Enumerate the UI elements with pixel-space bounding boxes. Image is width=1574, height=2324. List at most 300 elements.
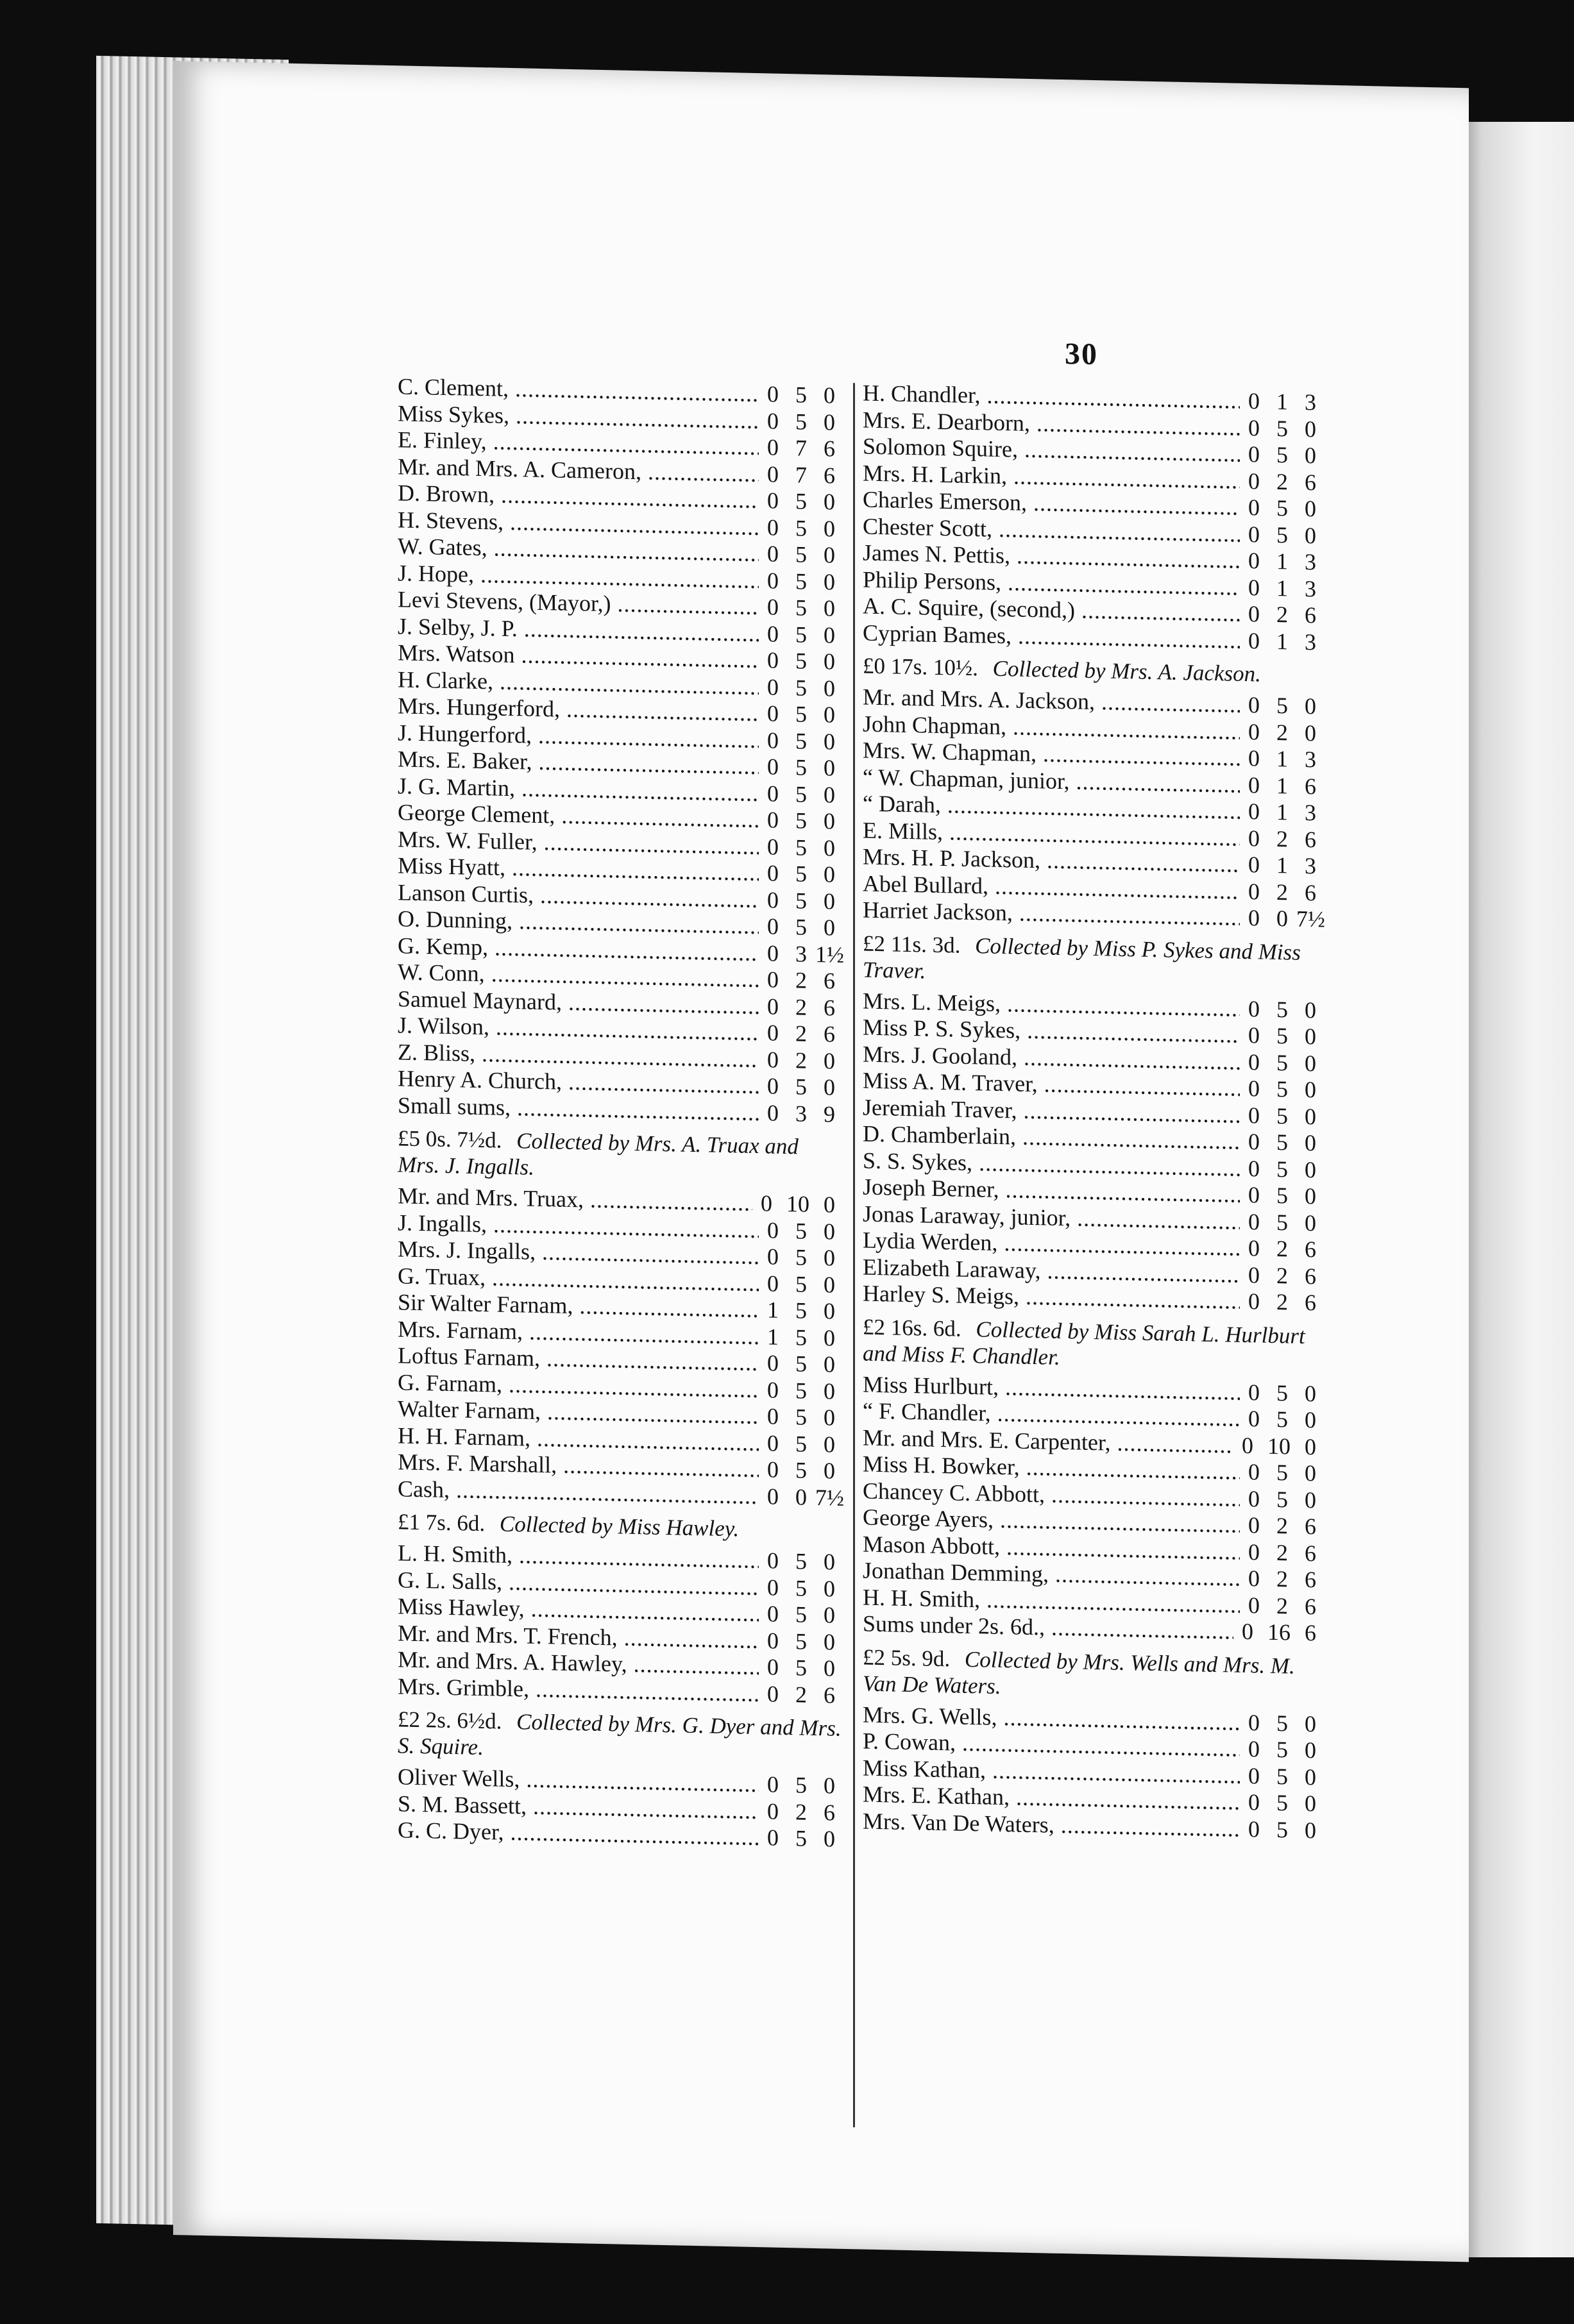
shillings-value: 5 [795, 1548, 807, 1574]
column-divider [853, 383, 855, 2127]
pence-value: 0 [824, 1772, 835, 1799]
pounds-value: 0 [1248, 745, 1260, 771]
subscriber-name: J. Wilson, ..... [398, 1012, 759, 1046]
pounds-value: 0 [767, 966, 779, 993]
pounds-value: 0 [767, 1020, 779, 1046]
pence-value: 0 [824, 728, 835, 755]
subscriber-name: Mr. and Mrs. A. Jackson, ..... [863, 684, 1240, 719]
subscriber-name: Mr. and Mrs. A. Hawley, ..... [398, 1646, 759, 1680]
pence-value: 0 [1305, 1023, 1316, 1050]
pence-value: 0 [824, 489, 835, 515]
pence-value: 0 [824, 1602, 835, 1628]
book-page [173, 61, 1469, 2262]
subscription-list [863, 988, 1324, 1317]
subscriber-name: J. Hope, ..... [398, 560, 759, 594]
shillings-value: 5 [795, 887, 807, 914]
pence-value: 6 [1305, 1236, 1316, 1263]
subscriber-name: “ Darah, ..... [863, 791, 1240, 825]
subscriber-name: H. H. Smith, ..... [863, 1584, 1240, 1619]
pence-value: 3 [1305, 389, 1316, 416]
shillings-value: 5 [795, 541, 807, 568]
shillings-value: 5 [795, 621, 807, 648]
subscriber-name: Miss A. M. Traver, ..... [863, 1068, 1240, 1102]
subscription-list [398, 373, 843, 1128]
pounds-value: 0 [767, 886, 779, 913]
pounds-value: 0 [767, 1429, 779, 1456]
pounds-value: 0 [1248, 467, 1260, 494]
shillings-value: 5 [795, 1825, 807, 1851]
subscriber-name: A. C. Squire, (second,) ..... [863, 593, 1240, 628]
pounds-value: 0 [1248, 1182, 1260, 1208]
shillings-value: 5 [795, 408, 807, 435]
subscriber-name: Mrs. Farnam, ..... [398, 1316, 759, 1350]
pence-value: 6 [824, 1021, 835, 1047]
pounds-value: 0 [1248, 414, 1260, 441]
shillings-value: 2 [1276, 1513, 1288, 1539]
shillings-value: 5 [795, 701, 807, 727]
subscriber-name: Miss Hurlburt, ..... [863, 1371, 1240, 1406]
pence-value: 0 [824, 808, 835, 834]
pounds-value: 0 [1248, 1709, 1260, 1735]
shillings-value: 5 [1276, 693, 1288, 719]
pence-value: 0 [824, 1377, 835, 1404]
pounds-value: 0 [767, 514, 779, 541]
pence-value: 1½ [815, 941, 844, 968]
subscriber-name: Cash, ..... [398, 1476, 759, 1510]
subscriber-name: G. Farnam, ..... [398, 1369, 759, 1403]
subscriber-name: W. Conn, ..... [398, 959, 759, 993]
subscriber-name: Mrs. W. Fuller, ..... [398, 826, 759, 860]
shillings-value: 5 [795, 1772, 807, 1798]
shillings-value: 5 [795, 727, 807, 754]
subscriber-name: Mrs. Grimble, ..... [398, 1673, 759, 1707]
subscriber-name: Miss Hyatt, ..... [398, 852, 759, 886]
shillings-value: 2 [1276, 825, 1288, 852]
subscriber-name: Oliver Wells, ..... [398, 1764, 759, 1798]
pounds-value: 0 [767, 700, 779, 727]
pounds-value: 0 [1248, 771, 1260, 798]
pounds-value: 0 [767, 1798, 779, 1824]
pounds-value: 0 [767, 1824, 779, 1851]
collection-total: £2 2s. 6½d. [398, 1706, 502, 1734]
collection-heading [398, 1125, 843, 1187]
subscriber-name: Miss Kathan, ..... [863, 1755, 1240, 1789]
pounds-value: 0 [1248, 1102, 1260, 1128]
pounds-value: 0 [767, 833, 779, 860]
pounds-value: 0 [767, 727, 779, 754]
pounds-value: 0 [1248, 1459, 1260, 1485]
subscriber-name: Mrs. E. Dearborn, ..... [863, 407, 1240, 441]
shillings-value: 5 [1276, 1460, 1288, 1486]
subscriber-name: J. G. Martin, ..... [398, 773, 759, 807]
pence-value: 6 [1305, 773, 1316, 799]
subscriber-name: George Ayers, ..... [863, 1504, 1240, 1539]
subscriber-name: J. Ingalls, ..... [398, 1209, 759, 1243]
pounds-value: 0 [767, 1376, 779, 1403]
shillings-value: 0 [1276, 905, 1288, 932]
shillings-value: 1 [1276, 772, 1288, 798]
pence-value: 0 [824, 702, 835, 728]
pence-value: 0 [1305, 1817, 1316, 1843]
shillings-value: 5 [795, 1628, 807, 1655]
pounds-value: 0 [1248, 1261, 1260, 1288]
pounds-value: 0 [1248, 1789, 1260, 1815]
subscriber-name: Miss Hawley, ..... [398, 1593, 759, 1627]
shillings-value: 5 [795, 1601, 807, 1628]
shillings-value: 5 [795, 1430, 807, 1457]
subscriber-name: P. Cowan, ..... [863, 1728, 1240, 1763]
shillings-value: 2 [1276, 1592, 1288, 1619]
subscriber-name: D. Brown, ..... [398, 480, 759, 514]
shillings-value: 10 [786, 1191, 809, 1217]
pence-value: 6 [1305, 1593, 1316, 1619]
subscriber-name: Z. Bliss, ..... [398, 1039, 759, 1073]
shillings-value: 5 [1276, 1049, 1288, 1075]
shillings-value: 2 [795, 1798, 807, 1825]
collection-collectors: Collected by Mrs. A. Jackson. [992, 655, 1261, 687]
subscriber-name: Mason Abbott, ..... [863, 1531, 1240, 1565]
subscriber-name: Solomon Squire, ..... [863, 434, 1240, 468]
pence-value: 0 [824, 834, 835, 861]
shillings-value: 5 [795, 674, 807, 701]
shillings-value: 5 [795, 834, 807, 861]
subscriber-name: H. Stevens, ..... [398, 507, 759, 541]
pence-value: 0 [1305, 1433, 1316, 1460]
subscriber-name: S. M. Bassett, ..... [398, 1790, 759, 1824]
subscriber-name: Mr. and Mrs. E. Carpenter, ..... [863, 1424, 1233, 1459]
pence-value: 0 [1305, 1209, 1316, 1236]
shillings-value: 5 [1276, 1790, 1288, 1816]
shillings-value: 5 [795, 1655, 807, 1681]
pence-value: 0 [1305, 997, 1316, 1023]
shillings-value: 1 [1276, 548, 1288, 575]
pounds-value: 0 [767, 1270, 779, 1297]
pounds-value: 0 [1248, 1762, 1260, 1789]
pence-value: 0 [824, 408, 835, 435]
pence-value: 0 [1305, 1486, 1316, 1513]
subscription-list [863, 1371, 1324, 1647]
subscriber-name: Loftus Farnam, ..... [398, 1342, 759, 1376]
shillings-value: 3 [795, 1100, 807, 1127]
shillings-value: 5 [795, 488, 807, 514]
pounds-value: 0 [767, 754, 779, 780]
subscriber-name: S. S. Sykes, ..... [863, 1147, 1240, 1182]
shillings-value: 7 [795, 461, 807, 488]
pence-value: 0 [824, 542, 835, 568]
shillings-value: 5 [795, 1324, 807, 1351]
collection-total: £2 16s. 6d. [863, 1314, 961, 1342]
subscriber-name: L. H. Smith, ..... [398, 1540, 759, 1574]
pence-value: 0 [824, 621, 835, 648]
pounds-value: 0 [1248, 548, 1260, 574]
shillings-value: 5 [795, 1270, 807, 1297]
subscriber-name: D. Chamberlain, ..... [863, 1121, 1240, 1156]
subscriber-name: J. Hungerford, ..... [398, 720, 759, 754]
pence-value: 0 [824, 1074, 835, 1100]
shillings-value: 5 [1276, 415, 1288, 441]
shillings-value: 5 [795, 780, 807, 807]
pence-value: 0 [824, 914, 835, 941]
subscriber-name: “ F. Chandler, ..... [863, 1398, 1240, 1433]
subscriber-name: Sums under 2s. 6d., ..... [863, 1611, 1233, 1646]
right-column [863, 380, 1324, 1844]
pence-value: 0 [824, 888, 835, 914]
collection-total: £1 7s. 6d. [398, 1509, 486, 1537]
pounds-value: 0 [767, 1073, 779, 1099]
subscriber-name: Mrs. Watson ..... [398, 639, 759, 673]
pounds-value: 0 [767, 1046, 779, 1073]
shillings-value: 5 [1276, 495, 1288, 521]
pounds-value: 0 [1248, 1538, 1260, 1565]
collection-heading [863, 1313, 1324, 1376]
pence-value: 0 [824, 1458, 835, 1484]
pence-value: 6 [1305, 1263, 1316, 1289]
pence-value: 0 [824, 1431, 835, 1458]
pounds-value: 0 [1248, 1406, 1260, 1432]
pence-value: 0 [1305, 1790, 1316, 1817]
collection-heading [863, 930, 1324, 992]
pounds-value: 0 [767, 381, 779, 407]
pounds-value: 0 [767, 1243, 779, 1270]
pence-value: 6 [1305, 1566, 1316, 1593]
pounds-value: 0 [1248, 601, 1260, 627]
pence-value: 0 [1305, 1737, 1316, 1764]
collection-total: £2 5s. 9d. [863, 1644, 951, 1671]
pounds-value: 0 [1248, 1592, 1260, 1618]
subscriber-name: Mrs. Van De Waters, ..... [863, 1808, 1240, 1842]
subscriber-name: Chester Scott, ..... [863, 513, 1240, 548]
subscriber-name: E. Mills, ..... [863, 817, 1240, 852]
pounds-value: 0 [1242, 1618, 1253, 1645]
pounds-value: 0 [767, 407, 779, 434]
subscriber-name: Mrs. E. Baker, ..... [398, 746, 759, 780]
shillings-value: 5 [1276, 1183, 1288, 1209]
pence-value: 0 [824, 1549, 835, 1575]
shillings-value: 1 [1276, 852, 1288, 879]
pounds-value: 0 [1248, 825, 1260, 851]
subscriber-name: Elizabeth Laraway, ..... [863, 1254, 1240, 1288]
shillings-value: 5 [795, 1217, 807, 1244]
pounds-value: 0 [767, 460, 779, 487]
pence-value: 0 [1305, 495, 1316, 522]
pounds-value: 0 [1248, 574, 1260, 600]
shillings-value: 2 [1276, 468, 1288, 494]
subscriber-name: Mr. and Mrs. Truax, ..... [398, 1183, 752, 1217]
subscriber-name: Small sums, ..... [398, 1092, 759, 1126]
shillings-value: 1 [1276, 389, 1288, 415]
pence-value: 6 [824, 1799, 835, 1826]
subscriber-name: Walter Farnam, ..... [398, 1395, 759, 1429]
subscriber-name: Mrs. J. Ingalls, ..... [398, 1236, 759, 1270]
pence-value: 0 [824, 1298, 835, 1324]
pence-value: 0 [824, 675, 835, 702]
shillings-value: 5 [795, 1074, 807, 1100]
pounds-value: 0 [767, 1680, 779, 1707]
pounds-value: 0 [1248, 441, 1260, 467]
subscription-list [863, 684, 1324, 934]
pence-value: 0 [824, 1655, 835, 1681]
subscriber-name: “ W. Chapman, junior, ..... [863, 764, 1240, 798]
pounds-value: 0 [767, 993, 779, 1020]
shillings-value: 5 [1276, 1023, 1288, 1049]
pence-value: 0 [824, 1245, 835, 1271]
subscriber-name: E. Finley, ..... [398, 426, 759, 460]
shillings-value: 5 [795, 1244, 807, 1270]
subscriber-name: Mrs. L. Meigs, ..... [863, 988, 1240, 1022]
pounds-value: 0 [767, 1654, 779, 1680]
shillings-value: 2 [1276, 1289, 1288, 1315]
pounds-value: 0 [1248, 1208, 1260, 1234]
pence-value: 0 [824, 1324, 835, 1351]
pounds-value: 0 [767, 1771, 779, 1798]
pence-value: 0 [1305, 1129, 1316, 1156]
pence-value: 3 [1305, 628, 1316, 655]
shillings-value: 5 [1276, 442, 1288, 468]
pence-value: 0 [824, 755, 835, 781]
shillings-value: 5 [795, 648, 807, 674]
pounds-value: 0 [767, 620, 779, 647]
subscriber-name: Miss P. S. Sykes, ..... [863, 1015, 1240, 1049]
shillings-value: 5 [795, 382, 807, 408]
shillings-value: 5 [1276, 996, 1288, 1022]
shillings-value: 5 [795, 1297, 807, 1324]
subscription-list [398, 1183, 843, 1511]
collection-collectors: Collected by Miss P. Sykes and Miss Traver. [863, 932, 1301, 984]
pounds-value: 0 [1248, 1288, 1260, 1315]
shillings-value: 2 [1276, 879, 1288, 905]
pence-value: 0 [1305, 693, 1316, 720]
pounds-value: 0 [1248, 388, 1260, 414]
pounds-value: 0 [1248, 1512, 1260, 1538]
subscriber-name: Jonathan Demming, ..... [863, 1558, 1240, 1592]
pence-value: 0 [1305, 1710, 1316, 1737]
pounds-value: 0 [1248, 1048, 1260, 1075]
pence-value: 0 [824, 515, 835, 542]
subscriber-name: George Clement, ..... [398, 799, 759, 833]
pounds-value: 0 [767, 1403, 779, 1429]
pounds-value: 0 [1248, 798, 1260, 825]
shillings-value: 5 [795, 1351, 807, 1377]
subscription-list [863, 1701, 1324, 1844]
pounds-value: 0 [767, 1627, 779, 1654]
subscriber-name: Harley S. Meigs, ..... [863, 1281, 1240, 1315]
shillings-value: 5 [795, 754, 807, 780]
pence-value: 0 [824, 1351, 835, 1377]
subscriber-name: G. Truax, ..... [398, 1263, 759, 1297]
shillings-value: 2 [795, 1047, 807, 1074]
subscriber-name: Jonas Laraway, junior, ..... [863, 1200, 1240, 1235]
shillings-value: 2 [1276, 1236, 1288, 1262]
subscriber-name: H. H. Farnam, ..... [398, 1422, 759, 1456]
collection-collectors: Collected by Miss Sarah L. Hurlburt and Miss F. Chandler. [863, 1316, 1305, 1370]
subscriber-name: Mrs. E. Kathan, ..... [863, 1781, 1240, 1816]
pence-value: 7½ [1296, 905, 1325, 932]
subscriber-name: W. Gates, ..... [398, 533, 759, 567]
pounds-value: 0 [1248, 995, 1260, 1022]
pence-value: 6 [1305, 1540, 1316, 1566]
shillings-value: 5 [1276, 1816, 1288, 1842]
shillings-value: 10 [1267, 1433, 1291, 1459]
shillings-value: 5 [795, 807, 807, 834]
pence-value: 7½ [815, 1484, 844, 1511]
shillings-value: 2 [1276, 602, 1288, 628]
pounds-value: 0 [767, 647, 779, 673]
shillings-value: 5 [1276, 1209, 1288, 1235]
pounds-value: 0 [767, 807, 779, 833]
pounds-value: 1 [767, 1323, 779, 1350]
shillings-value: 5 [795, 1457, 807, 1483]
pounds-value: 0 [1248, 1565, 1260, 1592]
pence-value: 0 [824, 568, 835, 595]
collection-heading [863, 1644, 1324, 1706]
shillings-value: 5 [1276, 1379, 1288, 1406]
pence-value: 0 [1305, 1050, 1316, 1076]
collection-collectors: Collected by Mrs. Wells and Mrs. M. Van De Waters. [863, 1646, 1295, 1699]
next-page-edge [1456, 122, 1574, 2257]
shillings-value: 7 [795, 435, 807, 461]
shillings-value: 2 [1276, 719, 1288, 745]
subscriber-name: John Chapman, ..... [863, 711, 1240, 745]
pounds-value: 0 [1248, 521, 1260, 547]
pence-value: 6 [824, 1681, 835, 1708]
shillings-value: 5 [795, 568, 807, 594]
pence-value: 0 [824, 1218, 835, 1245]
subscriber-name: Lydia Werden, ..... [863, 1227, 1240, 1262]
pence-value: 0 [824, 382, 835, 408]
pounds-value: 0 [1248, 1155, 1260, 1181]
pounds-value: 0 [1242, 1432, 1253, 1458]
pence-value: 0 [1305, 1406, 1316, 1433]
pence-value: 6 [1305, 879, 1316, 905]
pounds-value: 0 [767, 487, 779, 514]
pounds-value: 1 [767, 1297, 779, 1323]
shillings-value: 5 [1276, 1076, 1288, 1102]
shillings-value: 5 [1276, 1710, 1288, 1736]
pence-value: 0 [824, 1575, 835, 1602]
pence-value: 3 [1305, 746, 1316, 773]
pounds-value: 0 [767, 1217, 779, 1243]
pence-value: 6 [824, 462, 835, 489]
subscriber-name: Mrs. G. Wells, ..... [863, 1701, 1240, 1736]
pounds-value: 0 [767, 1456, 779, 1483]
subscriber-name: Miss Sykes, ..... [398, 400, 759, 434]
pounds-value: 0 [1248, 1815, 1260, 1842]
collection-heading [398, 1508, 843, 1544]
subscriber-name: Miss H. Bowker, ..... [863, 1451, 1240, 1486]
subscriber-name: Mrs. F. Marshall, ..... [398, 1449, 759, 1483]
pounds-value: 0 [767, 673, 779, 700]
subscriber-name: H. Chandler, ..... [863, 380, 1240, 415]
pounds-value: 0 [767, 1099, 779, 1126]
pounds-value: 0 [1248, 852, 1260, 878]
pence-value: 0 [824, 781, 835, 808]
pounds-value: 0 [1248, 1485, 1260, 1511]
shillings-value: 2 [1276, 1566, 1288, 1592]
collection-collectors: Collected by Mrs. G. Dyer and Mrs. S. Squire. [398, 1709, 842, 1760]
pence-value: 6 [824, 994, 835, 1021]
shillings-value: 5 [1276, 1102, 1288, 1129]
collection-total: £5 0s. 7½d. [398, 1125, 502, 1153]
subscription-list [863, 380, 1324, 656]
collection-total: £0 17s. 10½. [863, 653, 978, 681]
subscriber-name: Mrs. H. Larkin, ..... [863, 460, 1240, 494]
pence-value: 0 [824, 861, 835, 888]
pounds-value: 0 [767, 594, 779, 620]
subscriber-name: Philip Persons, ..... [863, 566, 1240, 601]
collection-heading [863, 653, 1324, 689]
pounds-value: 0 [1248, 1736, 1260, 1762]
pounds-value: 0 [1248, 494, 1260, 521]
